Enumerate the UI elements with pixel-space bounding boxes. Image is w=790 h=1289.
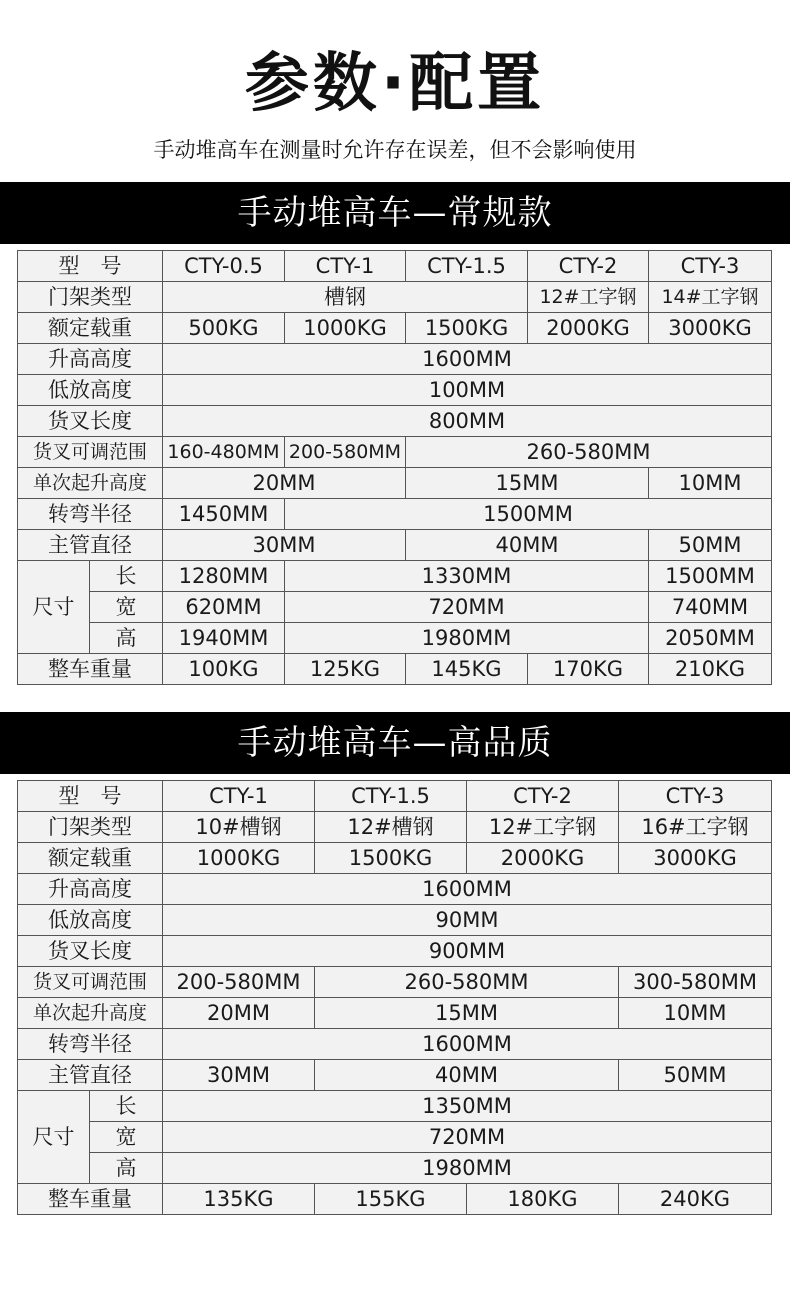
table-row-tube <box>18 1060 772 1091</box>
fork-adjust-cell: 260-580MM <box>406 437 772 468</box>
height-label: 高 <box>90 623 163 654</box>
load-cell: 3000KG <box>649 313 772 344</box>
table-row-single-lift <box>18 468 772 499</box>
table-row-load <box>18 313 772 344</box>
table-row-fork-adjust <box>18 437 772 468</box>
lower-cell: 90MM <box>163 905 772 936</box>
table-row-fork-adjust <box>18 967 772 998</box>
tube-cell: 30MM <box>163 1060 315 1091</box>
weight-cell: 210KG <box>649 654 772 685</box>
model-cell: CTY-1.5 <box>315 781 467 812</box>
table-row-height <box>18 623 772 654</box>
load-cell: 2000KG <box>528 313 649 344</box>
lift-label: 升高高度 <box>18 344 163 375</box>
load-cell: 1500KG <box>315 843 467 874</box>
length-cell: 1350MM <box>163 1091 772 1122</box>
lift-label: 升高高度 <box>18 874 163 905</box>
model-cell: CTY-3 <box>649 251 772 282</box>
height-cell: 2050MM <box>649 623 772 654</box>
weight-cell: 135KG <box>163 1184 315 1215</box>
table-row-model <box>18 781 772 812</box>
table-row-width <box>18 1122 772 1153</box>
table-row-width <box>18 592 772 623</box>
load-label: 额定载重 <box>18 843 163 874</box>
size-label: 尺寸 <box>18 1091 90 1184</box>
weight-cell: 155KG <box>315 1184 467 1215</box>
turn-radius-cell: 1500MM <box>285 499 772 530</box>
page-subtitle: 手动堆高车在测量时允许存在误差，但不会影响使用 <box>153 138 637 162</box>
model-cell: CTY-2 <box>467 781 619 812</box>
weight-cell: 145KG <box>406 654 528 685</box>
model-label: 型 号 <box>18 781 163 812</box>
weight-cell: 180KG <box>467 1184 619 1215</box>
lower-label: 低放高度 <box>18 905 163 936</box>
width-cell: 720MM <box>285 592 649 623</box>
fork-adjust-label: 货叉可调范围 <box>18 967 163 998</box>
length-cell: 1500MM <box>649 561 772 592</box>
page-title: 参数·配置 <box>244 47 546 121</box>
mast-label: 门架类型 <box>18 282 163 313</box>
tube-cell: 50MM <box>649 530 772 561</box>
fork-length-cell: 800MM <box>163 406 772 437</box>
load-cell: 2000KG <box>467 843 619 874</box>
length-label: 长 <box>90 1091 163 1122</box>
table-row-tube <box>18 530 772 561</box>
section2-heading: 手动堆高车—高品质 <box>0 712 790 774</box>
lower-label: 低放高度 <box>18 375 163 406</box>
mast-cell: 12#槽钢 <box>315 812 467 843</box>
turn-radius-label: 转弯半径 <box>18 499 163 530</box>
length-label: 长 <box>90 561 163 592</box>
spec-table-premium <box>17 780 772 1215</box>
fork-adjust-cell: 200-580MM <box>163 967 315 998</box>
length-cell: 1330MM <box>285 561 649 592</box>
model-cell: CTY-2 <box>528 251 649 282</box>
tube-label: 主管直径 <box>18 530 163 561</box>
mast-cell: 12#工字钢 <box>528 282 649 313</box>
load-cell: 1500KG <box>406 313 528 344</box>
single-lift-cell: 15MM <box>406 468 649 499</box>
table-row-load <box>18 843 772 874</box>
lift-cell: 1600MM <box>163 874 772 905</box>
table-row-fork-length <box>18 406 772 437</box>
height-cell: 1940MM <box>163 623 285 654</box>
fork-adjust-cell: 300-580MM <box>619 967 772 998</box>
table-row-mast <box>18 282 772 313</box>
model-cell: CTY-0.5 <box>163 251 285 282</box>
single-lift-label: 单次起升高度 <box>18 998 163 1029</box>
width-cell: 720MM <box>163 1122 772 1153</box>
width-label: 宽 <box>90 1122 163 1153</box>
mast-cell: 12#工字钢 <box>467 812 619 843</box>
weight-label: 整车重量 <box>18 1184 163 1215</box>
table-row-single-lift <box>18 998 772 1029</box>
weight-cell: 125KG <box>285 654 406 685</box>
length-cell: 1280MM <box>163 561 285 592</box>
turn-radius-label: 转弯半径 <box>18 1029 163 1060</box>
load-cell: 1000KG <box>163 843 315 874</box>
table-row-lift <box>18 874 772 905</box>
width-label: 宽 <box>90 592 163 623</box>
table-row-fork-length <box>18 936 772 967</box>
table-row-lower <box>18 375 772 406</box>
fork-adjust-label: 货叉可调范围 <box>18 437 163 468</box>
table-row-lower <box>18 905 772 936</box>
table-row-model <box>18 251 772 282</box>
table-row-mast <box>18 812 772 843</box>
model-cell: CTY-1.5 <box>406 251 528 282</box>
table-row-weight <box>18 1184 772 1215</box>
table-row-length <box>18 1091 772 1122</box>
turn-radius-cell: 1600MM <box>163 1029 772 1060</box>
weight-label: 整车重量 <box>18 654 163 685</box>
mast-cell: 14#工字钢 <box>649 282 772 313</box>
mast-cell: 16#工字钢 <box>619 812 772 843</box>
size-label: 尺寸 <box>18 561 90 654</box>
width-cell: 620MM <box>163 592 285 623</box>
fork-adjust-cell: 160-480MM <box>163 437 285 468</box>
turn-radius-cell: 1450MM <box>163 499 285 530</box>
tube-cell: 30MM <box>163 530 406 561</box>
spec-table-standard <box>17 250 772 685</box>
fork-length-label: 货叉长度 <box>18 406 163 437</box>
fork-length-cell: 900MM <box>163 936 772 967</box>
fork-length-label: 货叉长度 <box>18 936 163 967</box>
model-cell: CTY-3 <box>619 781 772 812</box>
table-row-height <box>18 1153 772 1184</box>
table-row-turn-radius <box>18 1029 772 1060</box>
mast-cell: 槽钢 <box>163 282 528 313</box>
fork-adjust-cell: 200-580MM <box>285 437 406 468</box>
width-cell: 740MM <box>649 592 772 623</box>
load-cell: 1000KG <box>285 313 406 344</box>
load-label: 额定载重 <box>18 313 163 344</box>
single-lift-cell: 15MM <box>315 998 619 1029</box>
model-cell: CTY-1 <box>285 251 406 282</box>
single-lift-cell: 20MM <box>163 468 406 499</box>
table-row-lift <box>18 344 772 375</box>
tube-cell: 40MM <box>406 530 649 561</box>
height-cell: 1980MM <box>285 623 649 654</box>
mast-label: 门架类型 <box>18 812 163 843</box>
load-cell: 500KG <box>163 313 285 344</box>
lower-cell: 100MM <box>163 375 772 406</box>
single-lift-cell: 10MM <box>619 998 772 1029</box>
table-row-length <box>18 561 772 592</box>
table-row-weight <box>18 654 772 685</box>
table-row-turn-radius <box>18 499 772 530</box>
height-label: 高 <box>90 1153 163 1184</box>
single-lift-label: 单次起升高度 <box>18 468 163 499</box>
single-lift-cell: 10MM <box>649 468 772 499</box>
tube-cell: 50MM <box>619 1060 772 1091</box>
weight-cell: 170KG <box>528 654 649 685</box>
model-cell: CTY-1 <box>163 781 315 812</box>
load-cell: 3000KG <box>619 843 772 874</box>
height-cell: 1980MM <box>163 1153 772 1184</box>
tube-label: 主管直径 <box>18 1060 163 1091</box>
tube-cell: 40MM <box>315 1060 619 1091</box>
fork-adjust-cell: 260-580MM <box>315 967 619 998</box>
model-label: 型 号 <box>18 251 163 282</box>
weight-cell: 240KG <box>619 1184 772 1215</box>
lift-cell: 1600MM <box>163 344 772 375</box>
weight-cell: 100KG <box>163 654 285 685</box>
mast-cell: 10#槽钢 <box>163 812 315 843</box>
single-lift-cell: 20MM <box>163 998 315 1029</box>
section1-heading: 手动堆高车—常规款 <box>0 182 790 244</box>
